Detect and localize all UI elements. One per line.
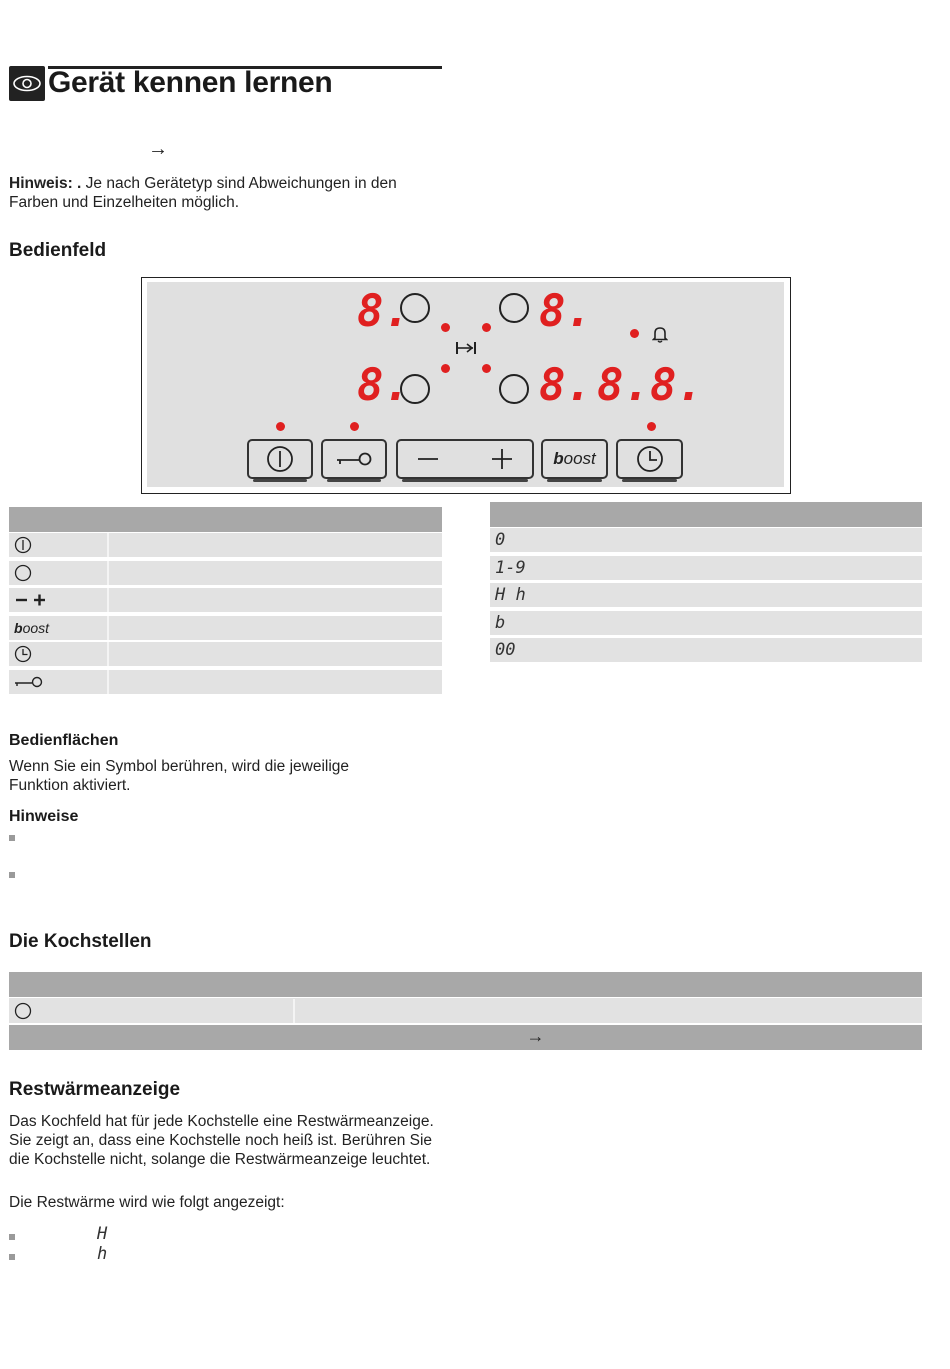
restwaerme-text-2: Die Restwärme wird wie folgt angezeigt:: [9, 1194, 285, 1211]
zone-top-left-icon[interactable]: [400, 293, 430, 323]
footer-arrow: →: [526, 1026, 545, 1046]
minus-plus-icon: [14, 592, 48, 608]
zone-top-right-icon[interactable]: [499, 293, 529, 323]
bullet: [9, 1234, 15, 1240]
lock-button[interactable]: [321, 439, 387, 479]
zone-bottom-right-icon[interactable]: [499, 374, 529, 404]
display-top-right: 8.: [539, 286, 592, 337]
power-icon: [266, 445, 294, 473]
bell-icon: [652, 325, 668, 348]
restwaerme-heading: Restwärmeanzeige: [9, 1079, 181, 1100]
bedienfeld-heading: Bedienfeld: [9, 240, 107, 261]
circle-icon: [14, 1002, 32, 1020]
arrow-to-bar-icon: [455, 341, 477, 360]
restwaerme-text: Das Kochfeld hat für jede Kochstelle eine Restwärmeanzeige. Sie zeigt an, dass eine Kochstelle noch heiß ist. Berühren Sie die Kochstelle nicht, solange die Restwärmeanzeige leuchtet.: [9, 1113, 434, 1168]
display-table-header: [490, 502, 922, 527]
note-label: Hinweis: .: [9, 175, 82, 192]
table-row: [9, 561, 442, 585]
table-row: [9, 642, 442, 666]
table-row: [9, 998, 922, 1023]
table-row: [490, 556, 922, 580]
indicator-dot: [441, 323, 450, 332]
display-symbol: 1-9: [495, 558, 526, 578]
residual-heat-symbol: H: [97, 1224, 108, 1244]
display-bottom-right: 8.: [539, 360, 592, 411]
residual-heat-symbol: h: [97, 1244, 108, 1264]
bullet: [9, 835, 15, 841]
clock-icon: [14, 645, 32, 663]
display-symbol: H h: [495, 585, 526, 605]
bullet: [9, 872, 15, 878]
kochstellen-table-header: [9, 972, 922, 997]
boost-label: boost: [553, 449, 596, 468]
kochstellen-table-footer: [9, 1025, 922, 1050]
table-row: [9, 670, 442, 694]
power-button[interactable]: [247, 439, 313, 479]
display-bottom-left: 8.: [357, 360, 410, 411]
indicator-dot: [441, 364, 450, 373]
kochstellen-heading: Die Kochstellen: [9, 931, 152, 952]
circle-icon: [14, 564, 32, 582]
zone-bottom-left-icon[interactable]: [400, 374, 430, 404]
key-icon: [335, 451, 373, 467]
symbols-table-header: [9, 507, 442, 532]
clock-icon: [636, 445, 664, 473]
display-top-left: 8.: [357, 286, 410, 337]
indicator-dot: [647, 422, 656, 431]
timer-display: 8.8.: [597, 360, 703, 411]
display-symbol: 00: [495, 640, 516, 660]
table-row: [490, 528, 922, 552]
boost-label: boost: [14, 620, 50, 636]
intro-arrow: →: [148, 138, 168, 160]
minus-plus-button[interactable]: [396, 439, 534, 479]
indicator-dot: [276, 422, 285, 431]
display-symbol: b: [495, 613, 506, 633]
power-icon: [14, 536, 32, 554]
bedienflaechen-heading: Bedienflächen: [9, 732, 119, 749]
minus-plus-icon: [405, 445, 525, 473]
page-title: Gerät kennen lernen: [48, 66, 333, 99]
key-icon: [14, 675, 44, 689]
table-row: [9, 616, 442, 640]
control-panel: [147, 282, 784, 487]
indicator-dot: [482, 323, 491, 332]
bedienflaechen-text: Wenn Sie ein Symbol berühren, wird die jeweilige Funktion aktiviert.: [9, 758, 350, 794]
table-row: [490, 583, 922, 607]
indicator-dot: [482, 364, 491, 373]
table-row: [9, 533, 442, 557]
eye-icon: [9, 66, 45, 101]
bullet: [9, 1254, 15, 1260]
hinweise-heading: Hinweise: [9, 808, 79, 825]
indicator-dot: [630, 329, 639, 338]
table-row: [490, 611, 922, 635]
note: [9, 174, 439, 212]
indicator-dot: [350, 422, 359, 431]
table-row: [9, 588, 442, 612]
note-text: Je nach Gerätetyp sind Abweichungen in den Farben und Einzelheiten möglich.: [9, 175, 397, 211]
display-symbol: 0: [495, 530, 506, 550]
boost-button[interactable]: [541, 439, 608, 479]
table-row: [490, 638, 922, 662]
timer-button[interactable]: [616, 439, 683, 479]
